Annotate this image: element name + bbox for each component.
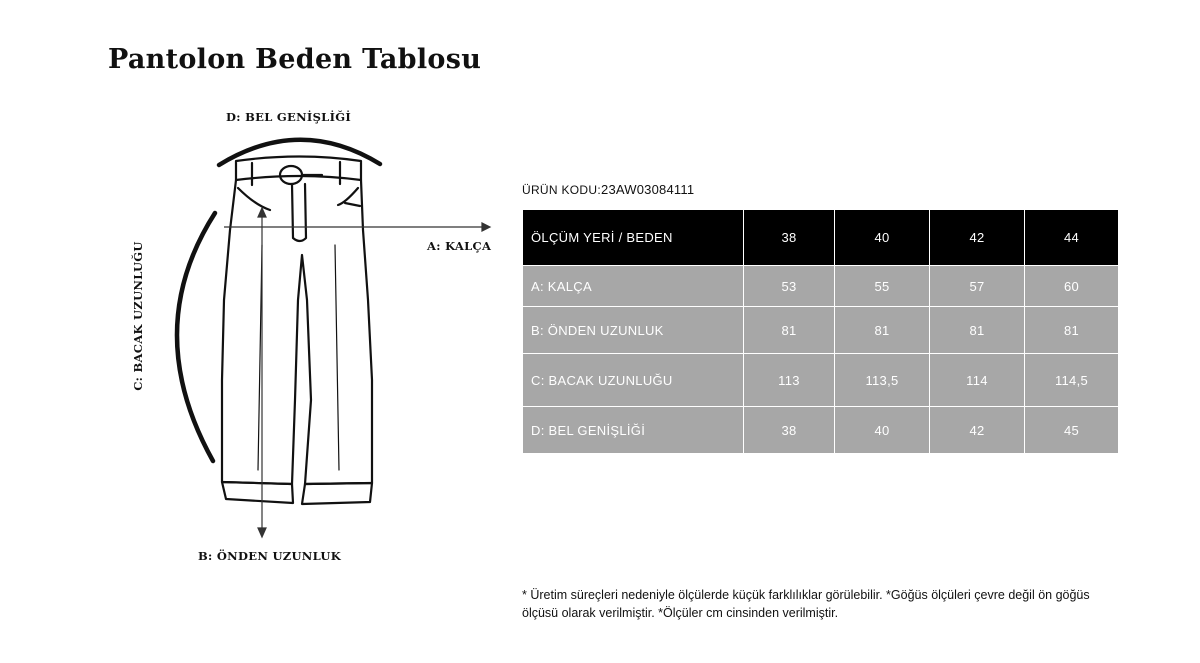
leg-length-label: C: BACAK UZUNLUĞU: [131, 241, 145, 391]
product-code-value: 23AW03084111: [601, 182, 695, 197]
header-cell: 40: [835, 210, 930, 266]
size-table: [522, 209, 1119, 454]
row-label: C: BACAK UZUNLUĞU: [523, 354, 744, 407]
product-code: [522, 182, 694, 197]
table-cell: 38: [744, 407, 835, 454]
table-cell: 40: [835, 407, 930, 454]
table-cell: 42: [930, 407, 1025, 454]
table-cell: 81: [744, 307, 835, 354]
left-cuff: [222, 482, 293, 503]
table-cell: 114,5: [1025, 354, 1119, 407]
hip-label: A: KALÇA: [427, 239, 492, 253]
table-row: [523, 266, 1119, 307]
table-cell: 53: [744, 266, 835, 307]
waist-width-label: D: BEL GENİŞLİĞİ: [226, 110, 352, 124]
table-cell: 81: [1025, 307, 1119, 354]
header-cell: 44: [1025, 210, 1119, 266]
leg-arc: [177, 213, 215, 461]
table-cell: 114: [930, 354, 1025, 407]
table-cell: 45: [1025, 407, 1119, 454]
front-length-label: B: ÖNDEN UZUNLUK: [198, 549, 341, 563]
table-cell: 60: [1025, 266, 1119, 307]
table-cell: 113: [744, 354, 835, 407]
table-cell: 57: [930, 266, 1025, 307]
table-cell: 81: [930, 307, 1025, 354]
table-row: [523, 354, 1119, 407]
header-cell: 42: [930, 210, 1025, 266]
row-label: B: ÖNDEN UZUNLUK: [523, 307, 744, 354]
footnote: * Üretim süreçleri nedeniyle ölçülerde küçük farklılıklar görülebilir. *Göğüs ölçüleri çevre değil ön göğüs ölçüsü olarak verilmiştir. *Ölçüler cm cinsinden verilmiştir.: [522, 588, 1090, 620]
table-cell: 81: [835, 307, 930, 354]
product-code-label: ÜRÜN KODU:: [522, 183, 602, 197]
pants-diagram: [150, 120, 510, 540]
row-label: A: KALÇA: [523, 266, 744, 307]
page-title: Pantolon Beden Tablosu: [108, 44, 482, 75]
table-header-row: [523, 210, 1119, 266]
table-row: [523, 307, 1119, 354]
right-cuff: [302, 483, 372, 504]
header-cell: ÖLÇÜM YERİ / BEDEN: [523, 210, 744, 266]
header-cell: 38: [744, 210, 835, 266]
table-cell: 55: [835, 266, 930, 307]
table-row: [523, 407, 1119, 454]
row-label: D: BEL GENİŞLİĞİ: [523, 407, 744, 454]
pants-outline: [222, 180, 372, 484]
table-cell: 113,5: [835, 354, 930, 407]
